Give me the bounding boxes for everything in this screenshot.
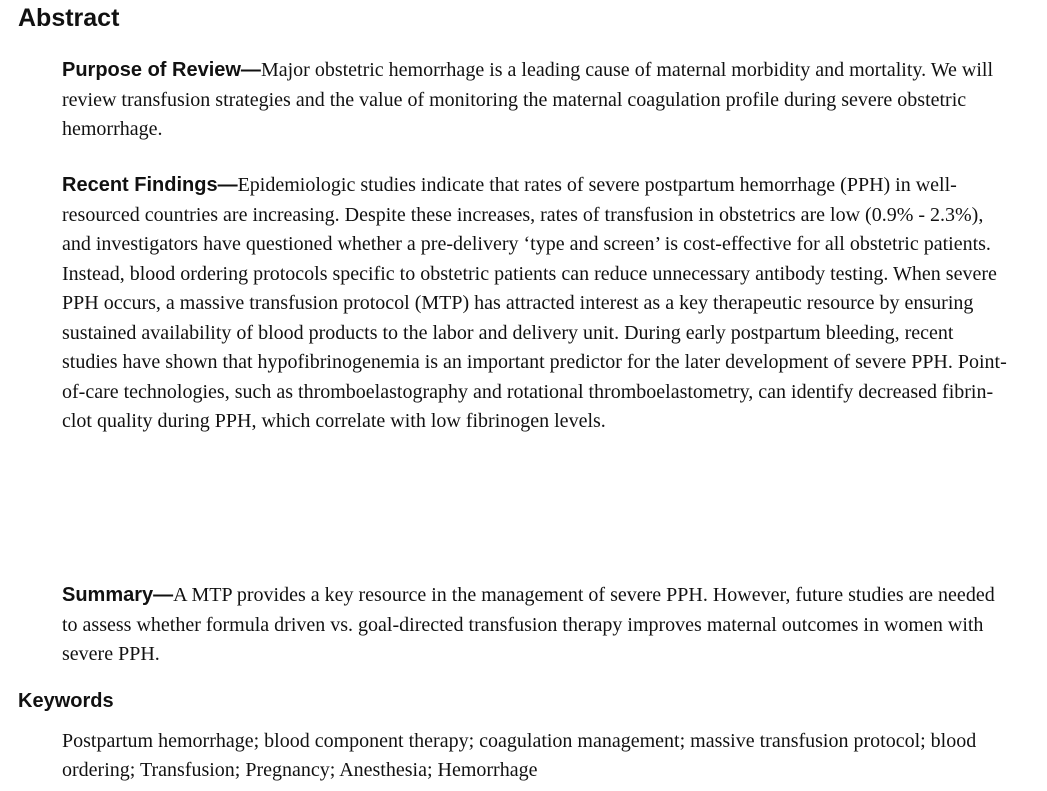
purpose-paragraph	[62, 56, 1007, 145]
purpose-label: Purpose of Review—	[62, 59, 261, 81]
findings-paragraph	[62, 171, 1007, 437]
keywords-heading: Keywords	[18, 690, 114, 712]
summary-text: A MTP provides a key resource in the management of severe PPH. However, future studies are needed to assess whether formula driven vs. goal-directed transfusion therapy improves maternal outcomes in women with severe PPH.	[62, 584, 995, 665]
keywords-list: Postpartum hemorrhage; blood component therapy; coagulation management; massive transfusion protocol; blood ordering; Transfusion; Pregnancy; Anesthesia; Hemorrhage	[62, 730, 977, 781]
summary-paragraph	[62, 581, 1007, 670]
summary-label: Summary—	[62, 584, 174, 606]
purpose-text: Major obstetric hemorrhage is a leading cause of maternal morbidity and mortality. We will review transfusion strategies and the value of monitoring the maternal coagulation profile during severe obstetric hemorrhage.	[62, 59, 993, 140]
findings-label: Recent Findings—	[62, 174, 238, 196]
abstract-heading: Abstract	[18, 4, 120, 32]
findings-text: Epidemiologic studies indicate that rates of severe postpartum hemorrhage (PPH) in well-resourced countries are increasing. Despite these increases, rates of transfusion in obstetrics are low (0.9% - 2.3%), and investigators have questioned whether a pre-delivery ‘type and screen’ is cost-effective for all obstetric patients. Instead, blood ordering protocols specific to obstetric patients can reduce unnecessary antibody testing. When severe PPH occurs, a massive transfusion protocol (MTP) has attracted interest as a key therapeutic resource by ensuring sustained availability of blood products to the labor and delivery unit. During early postpartum bleeding, recent studies have shown that hypofibrinogenemia is an important predictor for the later development of severe PPH. Point-of-care technologies, such as thromboelastography and rotational thromboelastometry, can identify decreased fibrin-clot quality during PPH, which correlate with low fibrinogen levels.	[62, 174, 1007, 432]
